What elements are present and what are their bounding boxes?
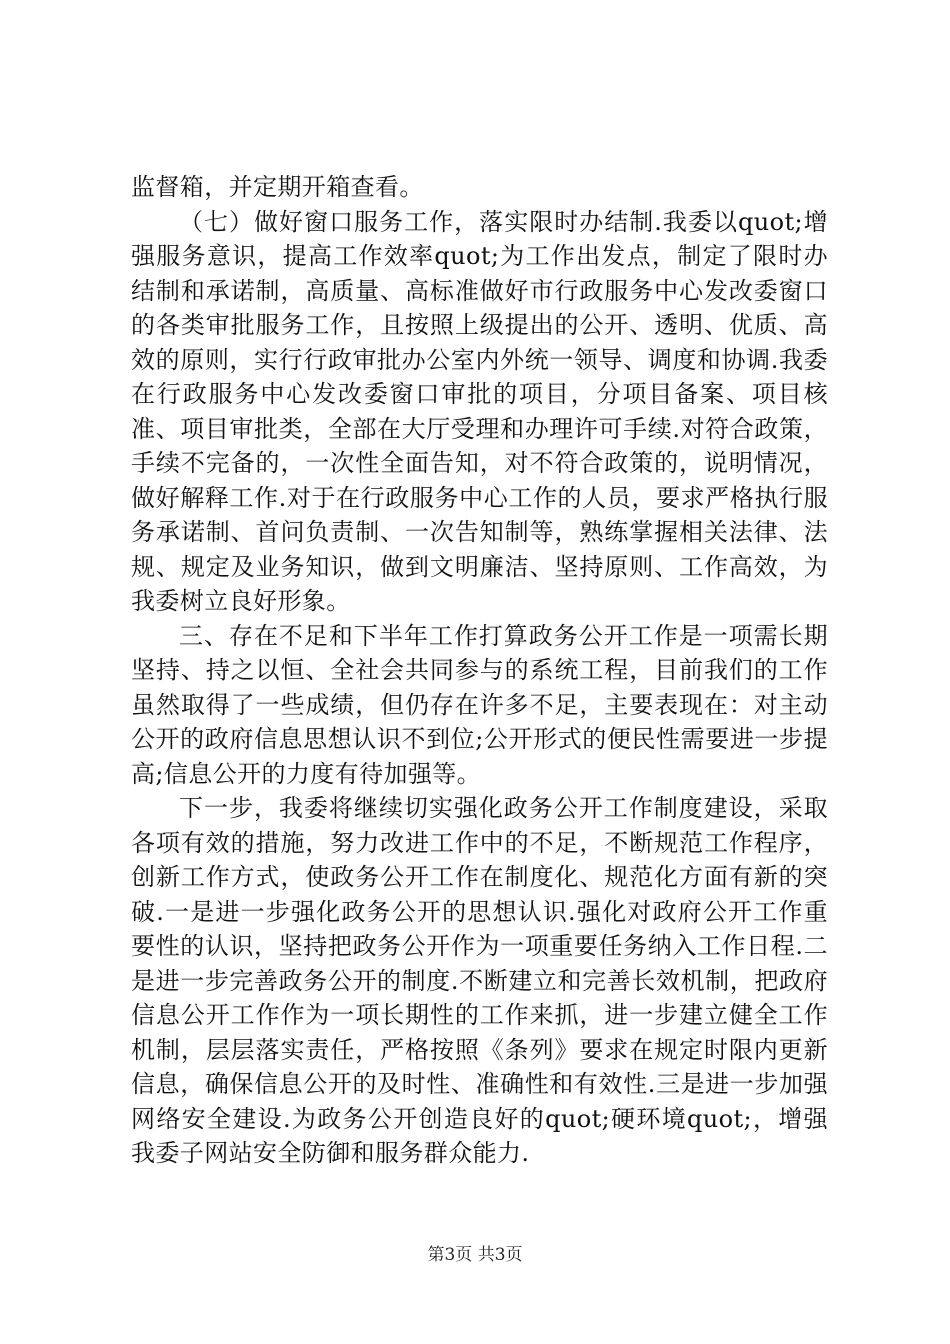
document-body bbox=[131, 170, 828, 1171]
paragraph-next-steps: 下一步，我委将继续切实强化政务公开工作制度建设，采取各项有效的措施，努力改进工作中的不足，不断规范工作程序，创新工作方式，使政务公开工作在制度化、规范化方面有新的突破.一是进一步强化政务公开的思想认识.强化对政府公开工作重要性的认识，坚持把政务公开作为一项重要任务纳入工作日程.二是进一步完善政务公开的制度.不断建立和完善长效机制，把政府信息公开工作作为一项长期性的工作来抓，进一步建立健全工作机制，层层落实责任，严格按照《条列》要求在规定时限内更新信息，确保信息公开的及时性、准确性和有效性.三是进一步加强网络安全建设.为政务公开创造良好的quot;硬环境quot;，增强我委子网站安全防御和服务群众能力. bbox=[131, 794, 828, 1167]
paragraph-shortcomings: 三、存在不足和下半年工作打算政务公开工作是一项需长期坚持、持之以恒、全社会共同参与的系统工程，目前我们的工作虽然取得了一些成绩，但仍存在许多不足，主要表现在：对主动公开的政府信息思想认识不到位;公开形式的便民性需要进一步提高;信息公开的力度有待加强等。 bbox=[131, 621, 828, 788]
paragraph-continuation: 监督箱，并定期开箱查看。 bbox=[131, 173, 424, 201]
page-number-footer: 第3页 共3页 bbox=[427, 1245, 523, 1265]
paragraph-window-service: （七）做好窗口服务工作，落实限时办结制.我委以quot;增强服务意识，提高工作效率quot;为工作出发点，制定了限时办结制和承诺制，高质量、高标准做好市行政服务中心发改委窗口的各类审批服务工作，且按照上级提出的公开、透明、优质、高效的原则，实行行政审批办公室内外统一领导、调度和协调.我委在行政服务中心发改委窗口审批的项目，分项目备案、项目核准、项目审批类，全部在大厅受理和办理许可手续.对符合政策，手续不完备的，一次性全面告知，对不符合政策的，说明情况，做好解释工作.对于在行政服务中心工作的人员，要求严格执行服务承诺制、首问负责制、一次告知制等，熟练掌握相关法律、法规、规定及业务知识，做到文明廉洁、坚持原则、工作高效，为我委树立良好形象。 bbox=[131, 207, 828, 615]
